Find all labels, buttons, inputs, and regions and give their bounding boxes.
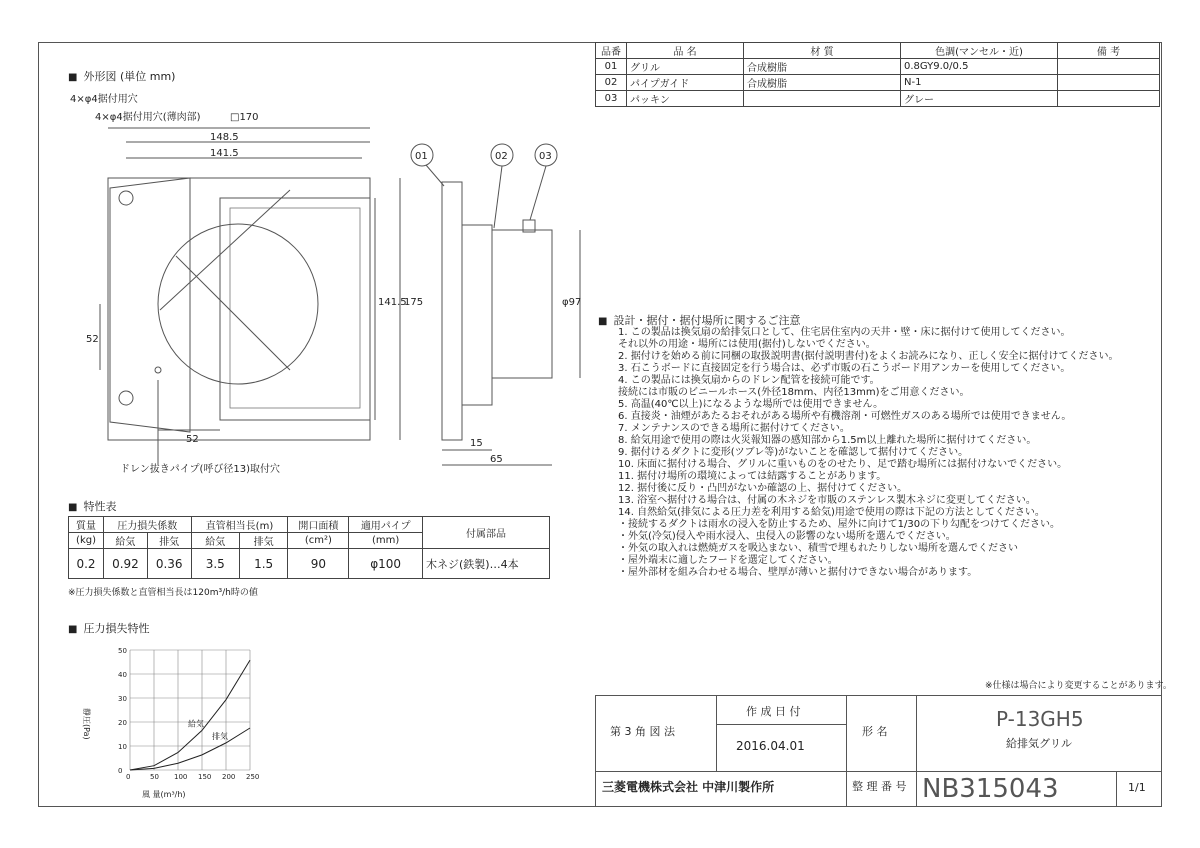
note-item: 12. 据付後に反り・凸凹がないか確認の上、据付けてください。: [618, 483, 908, 494]
note-item: ・屋外部材を組み合わせる場合、壁厚が薄いと据付けできない場合があります。: [618, 567, 978, 578]
callout-02-label: 02: [495, 151, 508, 162]
spec-sub-supply2: 給気: [191, 533, 239, 549]
created-label: 作 成 日 付: [746, 705, 801, 718]
model-name: P-13GH5: [996, 707, 1084, 731]
note-item: 4. この製品には換気扇からのドレン配管を接続可能です。: [618, 375, 880, 386]
parts-note: [1058, 59, 1160, 75]
chart-ylabel: 静圧(Pa): [82, 708, 91, 740]
chart-series-line-1: [130, 728, 250, 770]
note-item: それ以外の用途・場所には使用(据付)しないでください。: [618, 339, 876, 350]
spec-header-parts: 付属部品: [423, 517, 550, 549]
chart-x-tick-label: 0: [126, 773, 131, 781]
note-item: ・屋外端末に適したフードを選定してください。: [618, 555, 838, 566]
note-item: 10. 床面に据付ける場合、グリルに重いものをのせたり、足で踏む場所には据付けないでください。: [618, 459, 1068, 470]
parts-header-name: 品 名: [627, 43, 744, 59]
parts-header-material: 材 質: [744, 43, 901, 59]
parts-name: パイプガイド: [627, 75, 744, 91]
note-item: 接続には市販のビニールホース(外径18mm、内径13mm)をご用意ください。: [618, 387, 970, 398]
chart-x-tick-label: 100: [174, 773, 188, 781]
chart-x-tick-label: 50: [150, 773, 159, 781]
chart-y-tick-label: 10: [118, 743, 127, 751]
side-grille: [442, 182, 462, 440]
label-hole2: 4×φ4据付用穴(薄肉部): [95, 112, 201, 123]
parts-header-note: 備 考: [1058, 43, 1160, 59]
grille-louver-grid: [230, 208, 360, 408]
chart-y-tick-label: 20: [118, 719, 127, 727]
label-h141: 141.5: [378, 297, 407, 308]
company-name: 三菱電機株式会社 中津川製作所: [602, 780, 775, 794]
chart-y-tick-label: 50: [118, 647, 127, 655]
parts-material: [744, 91, 901, 107]
spec-header-loss: 圧力損失係数: [104, 517, 192, 533]
pressure-chart-title: ■ 圧力損失特性: [68, 620, 149, 636]
spec-title: ■ 特性表: [68, 498, 116, 514]
spec-header-area: 開口面積: [288, 517, 349, 533]
label-52b: 52: [186, 434, 199, 445]
parts-no: 03: [596, 91, 627, 107]
pressure-chart: [80, 640, 280, 800]
label-sq170: □170: [230, 112, 259, 123]
spec-header-mass: 質量: [69, 517, 104, 533]
spec-value-mass: 0.2: [69, 549, 104, 579]
notes-title: ■ 設計・据付・据付場所に関するご注意: [598, 312, 800, 328]
notes-list: [618, 327, 1138, 579]
spec-footnote: ※圧力損失係数と直管相当長は120m³/h時の値: [68, 588, 258, 598]
spec-unit-cm2: (cm²): [288, 533, 349, 549]
spec-sub-exhaust: 排気: [147, 533, 191, 549]
duct-circle: [158, 224, 318, 384]
label-15: 15: [470, 438, 483, 449]
note-item: 11. 据付け場所の環境によっては結露することがあります。: [618, 471, 887, 482]
projection-label: 第 3 角 図 法: [610, 725, 675, 738]
product-name: 給排気グリル: [1006, 737, 1072, 750]
chart-series-label: 給気: [188, 719, 204, 729]
chart-y-tick-label: 30: [118, 695, 127, 703]
spec-header-pipe: 適用パイプ: [349, 517, 423, 533]
parts-no: 01: [596, 59, 627, 75]
parts-note: [1058, 91, 1160, 107]
parts-material: 合成樹脂: [744, 59, 901, 75]
spec-change-note: ※仕様は場合により変更することがあります。: [985, 681, 1172, 691]
label-w141: 141.5: [210, 148, 239, 159]
chart-series-line-0: [130, 660, 250, 770]
spec-unit-kg: (kg): [69, 533, 104, 549]
note-item: 13. 浴室へ据付ける場合は、付属の木ネジを市販のステンレス製木ネジに変更してください。: [618, 495, 1036, 506]
chart-y-tick-label: 0: [118, 767, 123, 775]
spec-sub-supply: 給気: [104, 533, 148, 549]
grille-panel: [220, 198, 370, 420]
parts-row: [596, 75, 1160, 91]
note-item: ・接続するダクトは雨水の浸入を防止するため、屋外に向けて1/30の下り勾配をつけてください。: [618, 519, 1061, 530]
label-drain: ドレン抜きパイプ(呼び径13)取付穴: [120, 464, 280, 475]
spec-value-loss-supply: 0.92: [104, 549, 148, 579]
chart-x-tick-label: 200: [222, 773, 236, 781]
label-65: 65: [490, 454, 503, 465]
parts-material: 合成樹脂: [744, 75, 901, 91]
label-h175: 175: [404, 297, 424, 308]
chart-xlabel: 風 量(m³/h): [142, 790, 186, 799]
sheet-number: 1/1: [1128, 781, 1146, 794]
outline-drawing: [40, 80, 590, 500]
outline-title: ■ 外形図 (単位 mm): [68, 68, 175, 84]
chart-y-tick-label: 40: [118, 671, 127, 679]
note-item: 8. 給気用途で使用の際は火災報知器の感知部から1.5m以上離れた場所に据付けてください。: [618, 435, 1037, 446]
drawing-no-label: 整 理 番 号: [852, 780, 907, 793]
callout-03-label: 03: [539, 151, 552, 162]
note-item: 5. 高温(40℃以上)になるような場所では使用できません。: [618, 399, 884, 410]
spec-value-area: 90: [288, 549, 349, 579]
spec-value-loss-exhaust: 0.36: [147, 549, 191, 579]
label-hole1: 4×φ4据付用穴: [70, 94, 138, 105]
note-item: 6. 直接炎・油煙があたるおそれがある場所や有機溶剤・可燃性ガスのある場所では使用できません。: [618, 411, 1072, 422]
spec-value-len-exhaust: 1.5: [239, 549, 287, 579]
note-item: 7. メンテナンスのできる場所に据付けてください。: [618, 423, 850, 434]
spec-value-parts: 木ネジ(鉄製)…4本: [423, 549, 550, 579]
side-pipe-guide: [462, 225, 492, 405]
parts-no: 02: [596, 75, 627, 91]
callout-01-label: 01: [415, 151, 428, 162]
mount-hole-bottom: [119, 391, 133, 405]
note-item: 14. 自然給気(排気による圧力差を利用する給気)用途で使用の際は下記の方法としてください。: [618, 507, 1045, 518]
parts-row: [596, 59, 1160, 75]
grille-outer-frame: [108, 178, 370, 440]
parts-color: 0.8GY9.0/0.5: [901, 59, 1058, 75]
label-52a: 52: [86, 334, 99, 345]
spec-unit-mm: (mm): [349, 533, 423, 549]
chart-x-tick-label: 150: [198, 773, 212, 781]
label-phi97: φ97: [562, 297, 582, 308]
created-date: 2016.04.01: [736, 739, 805, 753]
note-item: 9. 据付けるダクトに変形(ツブレ等)がないことを確認して据付けてください。: [618, 447, 969, 458]
drawing-no: NB315043: [922, 774, 1059, 804]
parts-header-color: 色調(マンセル・近): [901, 43, 1058, 59]
note-item: ・外気の取入れは燃焼ガスを吸込まない、積雪で埋もれたりしない場所を選んでください: [618, 543, 1018, 554]
parts-table: [595, 42, 1160, 107]
label-w148: 148.5: [210, 132, 239, 143]
spec-value-pipe: φ100: [349, 549, 423, 579]
note-item: 3. 石こうボードに直接固定を行う場合は、必ず市販の石こうボード用アンカーを使用してください。: [618, 363, 1071, 374]
parts-color: N-1: [901, 75, 1058, 91]
note-item: 2. 据付けを始める前に同梱の取扱説明書(据付説明書付)をよくお読みになり、正しく安全に据付けてください。: [618, 351, 1119, 362]
spec-sub-exhaust2: 排気: [239, 533, 287, 549]
note-item: 1. この製品は換気扇の給排気口として、住宅居住室内の天井・壁・床に据付けて使用してください。: [618, 327, 1071, 338]
parts-name: グリル: [627, 59, 744, 75]
side-pipe: [492, 230, 552, 378]
mount-hole-top: [119, 191, 133, 205]
parts-row: [596, 91, 1160, 107]
parts-note: [1058, 75, 1160, 91]
spec-header-length: 直管相当長(m): [191, 517, 288, 533]
parts-color: グレー: [901, 91, 1058, 107]
note-item: ・外気(冷気)侵入や雨水浸入、虫侵入の影響のない場所を選んでください。: [618, 531, 956, 542]
spec-value-len-supply: 3.5: [191, 549, 239, 579]
title-block: [595, 695, 1162, 807]
model-label: 形 名: [862, 725, 888, 738]
drain-hole: [155, 367, 161, 373]
parts-header-no: 品番: [596, 43, 627, 59]
parts-name: パッキン: [627, 91, 744, 107]
spec-table: [68, 516, 550, 579]
chart-x-tick-label: 250: [246, 773, 260, 781]
chart-series-label: 排気: [212, 731, 228, 741]
